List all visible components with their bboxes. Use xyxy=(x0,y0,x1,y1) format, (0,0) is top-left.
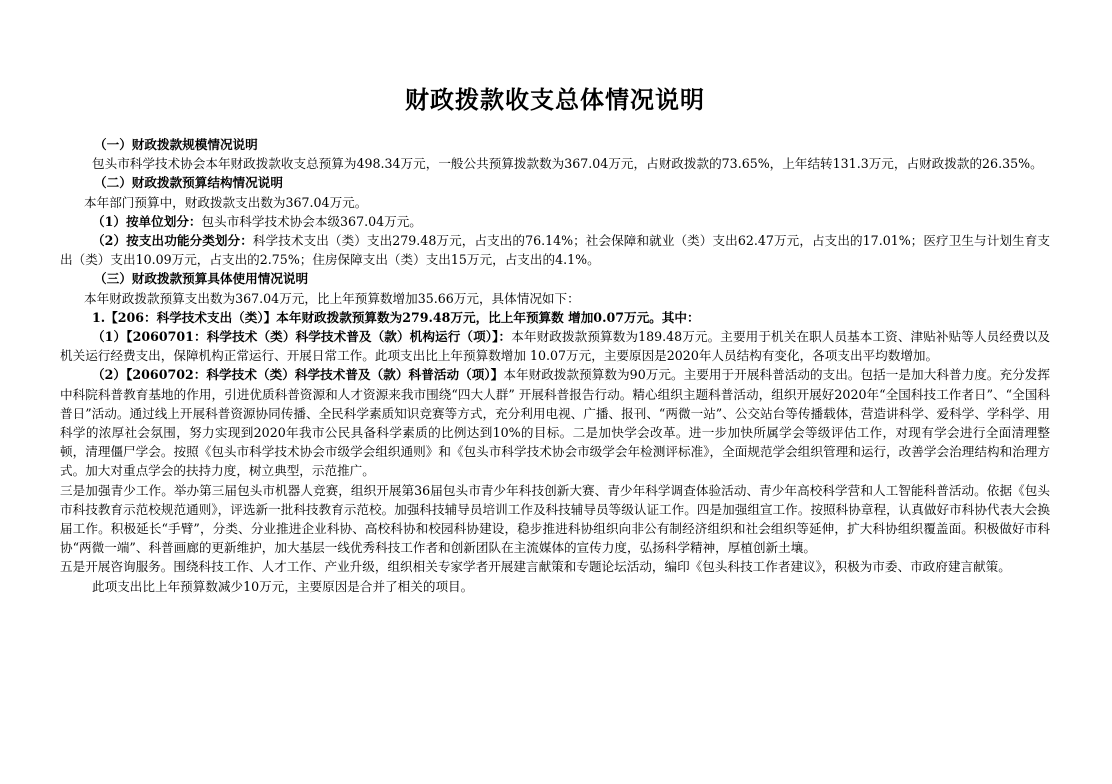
section2-heading: （二）财政拨款预算结构情况说明 xyxy=(94,175,283,191)
section1-body: 包头市科学技术协会本年财政拨款收支总预算为498.34万元，一般公共预算拨款数为367.04万元，占财政拨款的73.65%，上年结转131.3万元，占财政拨款的26.35%。 xyxy=(92,156,1043,172)
section1-heading: （一）财政拨款规模情况说明 xyxy=(94,137,258,152)
section3-sub1-heading: 1.【206：科学技术支出（类）】本年财政拨款预算数为279.48万元，比上年预算数 增加0.07万元。其中： xyxy=(92,309,700,325)
section2-intro: 本年部门预算中，财政拨款支出数为367.04万元。 xyxy=(84,194,368,210)
section2-item2-label: （2）按支出功能分类划分： xyxy=(92,233,253,249)
section3-item2 xyxy=(60,365,1050,480)
page-title: 财政拨款收支总体情况说明 xyxy=(405,85,705,114)
section2-item2 xyxy=(60,231,1050,269)
section2-item1 xyxy=(60,212,1050,231)
section3-item1-label: （1）【2060701：科学技术（类）科学技术普及（款）机构运行（项）】： xyxy=(92,329,512,345)
section3-heading: （三）财政拨款预算具体使用情况说明 xyxy=(94,271,309,287)
section3-item2-text: 本年财政拨款预算数为90万元。主要用于开展科普活动的支出。包括一是加大科普力度。充分发挥中科院科普教育基地的作用，引进优质科普资源和人才资源来我市围绕“四大人群” 开展科普报告行动。精心组织主题科普活动，组织开展好2020年“全国科技工作者日”、“全国科普日”活动。通过线上开展科普资源协同传播、全民科学素质知识竞赛等方式，充分利用电视、广播、报刊、“两微一站”、公交站台等传播载体，营造讲科学、爱科学、学科学、用科学的浓厚社会氛围，努力实现到2020年我市公民具备科学素质的比例达到10%的目标。二是加快学会改革。进一步加快所属学会等级评估工作，对现有学会进行全面清理整顿，清理僵尸学会。按照《包头市科学技术协会市级学会组织通则》和《包头市科学技术协会市级学会年检测评标准》，全面规范学会组织管理和运行，改善学会治理结构和治理方式。加大对重点学会的扶持力度，树立典型，示范推广。 xyxy=(60,367,1050,479)
section3-conclusion: 此项支出比上年预算数减少10万元，主要原因是合并了相关的项目。 xyxy=(92,578,474,594)
section2-item2-text: 科学技术支出（类）支出279.48万元，占支出的76.14%；社会保障和就业（类）支出62.47万元，占支出的17.01%；医疗卫生与计划生育支出（类）支出10.09万元，占支出的2.75%；住房保障支出（类）支出15万元，占支出的4.1%。 xyxy=(60,233,1050,268)
section2-item1-label: （1）按单位划分： xyxy=(92,213,202,229)
section3-item2-label: （2）【2060702：科学技术（类）科学技术普及（款）科普活动（项）】 xyxy=(92,367,504,383)
section3-item1 xyxy=(60,327,1050,365)
section2-item1-text: 包头市科学技术协会本级367.04万元。 xyxy=(201,213,422,229)
section3-para3: 三是加强青少工作。举办第三届包头市机器人竞赛，组织开展第36届包头市青少年科技创新大赛、青少年科学调查体验活动、青少年高校科学营和人工智能科普活动。依据《包头市科技教育示范校规范通则》，评选新一批科技教育示范校。加强科技辅导员培训工作及科技辅导员等级认证工作。四是加强组宣工作。按照科协章程，认真做好市科协代表大会换届工作。积极延长“手臂”，分类、分业推进企业科协、高校科协和校园科协建设，稳步推进科协组织向非公有制经济组织和社会组织等延伸，扩大科协组织覆盖面。积极做好市科协“两微一端”、科普画廊的更新维护，加大基层一线优秀科技工作者和创新团队在主流媒体的宣传力度，弘扬科学精神，厚植创新土壤。 xyxy=(60,482,1050,556)
document-page xyxy=(60,80,1050,596)
section3-para5: 五是开展咨询服务。围绕科技工作、人才工作、产业升级，组织相关专家学者开展建言献策和专题论坛活动，编印《包头科技工作者建议》，积极为市委、市政府建言献策。 xyxy=(60,559,1011,575)
section3-item1-text: 本年财政拨款预算数为189.48万元。主要用于机关在职人员基本工资、津贴补贴等人员经费以及机关运行经费支出，保障机构正常运行、开展日常工作。此项支出比上年预算数增加 10.07万元，主要原因是2020年人员结构有变化，各项支出平均数增加。 xyxy=(60,329,1050,364)
section3-intro: 本年财政拨款预算支出数为367.04万元，比上年预算数增加35.66万元，具体情况如下： xyxy=(84,290,580,306)
